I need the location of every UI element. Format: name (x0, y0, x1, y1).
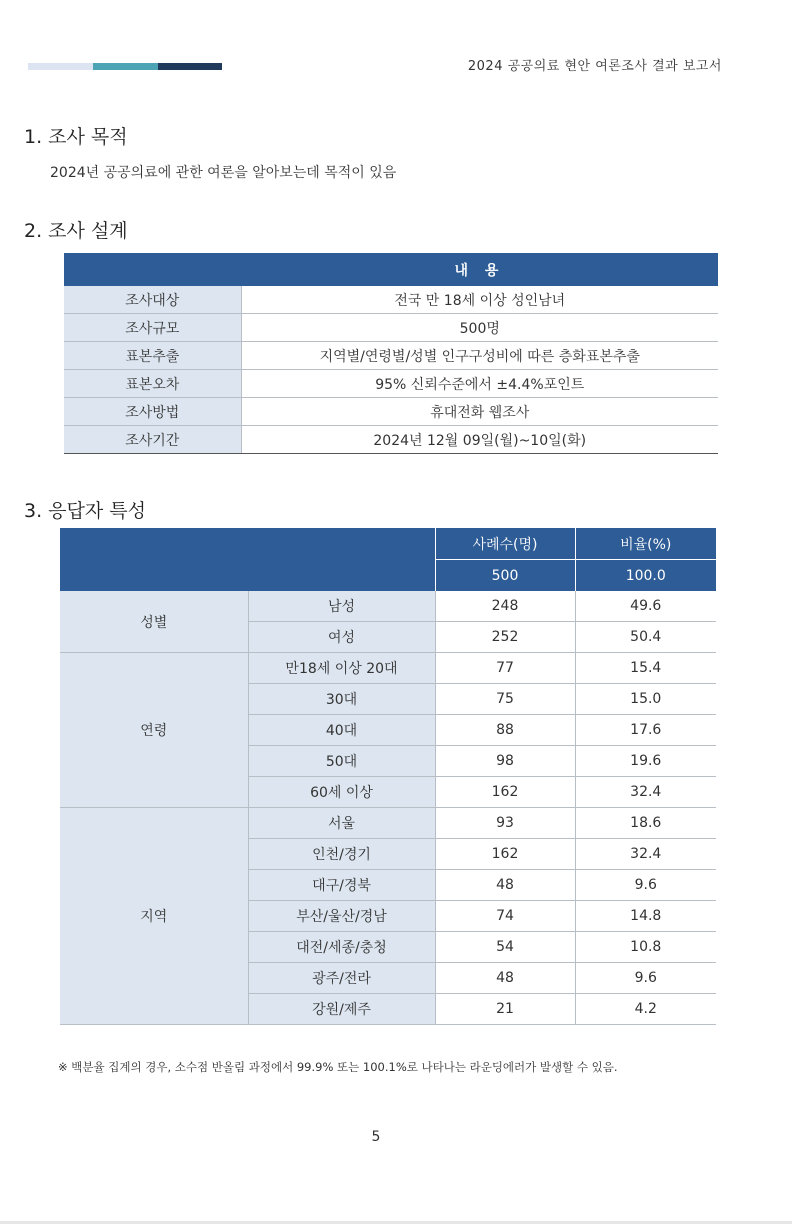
respondent-table (60, 528, 716, 1025)
row-ratio: 32.4 (575, 839, 716, 870)
header-bar-teal (93, 63, 158, 70)
design-row-sampling (64, 342, 718, 370)
row-count: 48 (435, 963, 575, 994)
page-number: 5 (371, 1129, 381, 1145)
row-ratio: 17.6 (575, 715, 716, 746)
section-1-text: 2024년 공공의료에 관한 여론을 알아보는데 목적이 있음 (50, 165, 397, 181)
design-row-label: 조사대상 (64, 286, 241, 314)
design-row-label: 표본오차 (64, 370, 241, 398)
footnote: ※ 백분율 집계의 경우, 소수점 반올림 과정에서 99.9% 또는 100.1%로 나타나는 라운딩에러가 발생할 수 있음. (58, 1060, 618, 1074)
header-bar-light (28, 63, 93, 70)
row-ratio: 18.6 (575, 808, 716, 839)
row-label: 인천/경기 (248, 839, 435, 870)
design-table-corner (64, 253, 241, 286)
table-row (60, 591, 716, 622)
row-label: 대구/경북 (248, 870, 435, 901)
design-row-value: 500명 (241, 314, 718, 342)
design-row-value: 전국 만 18세 이상 성인남녀 (241, 286, 718, 314)
row-label: 부산/울산/경남 (248, 901, 435, 932)
design-row-method (64, 398, 718, 426)
section-2-title: 2. 조사 설계 (24, 220, 128, 242)
design-table-header-row (64, 253, 718, 286)
row-label: 강원/제주 (248, 994, 435, 1025)
column-header-ratio: 비율(%) (575, 528, 716, 560)
row-ratio: 15.4 (575, 653, 716, 684)
respondent-header-row (60, 528, 716, 560)
row-count: 74 (435, 901, 575, 932)
row-ratio: 9.6 (575, 963, 716, 994)
table-row (60, 653, 716, 684)
table-row (60, 808, 716, 839)
row-count: 98 (435, 746, 575, 777)
row-ratio: 14.8 (575, 901, 716, 932)
column-header-count: 사례수(명) (435, 528, 575, 560)
row-label: 대전/세종/충청 (248, 932, 435, 963)
row-ratio: 15.0 (575, 684, 716, 715)
row-count: 77 (435, 653, 575, 684)
row-ratio: 49.6 (575, 591, 716, 622)
design-row-label: 조사기간 (64, 426, 241, 454)
section-1-title: 1. 조사 목적 (24, 126, 128, 148)
row-count: 248 (435, 591, 575, 622)
design-row-value: 지역별/연령별/성별 인구구성비에 따른 층화표본추출 (241, 342, 718, 370)
section-3-title: 3. 응답자 특성 (24, 500, 146, 522)
total-ratio: 100.0 (575, 560, 716, 592)
design-row-target (64, 286, 718, 314)
survey-design-table (64, 253, 718, 454)
design-row-label: 표본추출 (64, 342, 241, 370)
row-count: 75 (435, 684, 575, 715)
design-row-period (64, 426, 718, 454)
row-label: 30대 (248, 684, 435, 715)
row-label: 광주/전라 (248, 963, 435, 994)
design-row-value: 2024년 12월 09일(월)~10일(화) (241, 426, 718, 454)
row-label: 남성 (248, 591, 435, 622)
respondent-table-corner (60, 528, 435, 591)
row-count: 252 (435, 622, 575, 653)
row-label: 60세 이상 (248, 777, 435, 808)
design-row-value: 95% 신뢰수준에서 ±4.4%포인트 (241, 370, 718, 398)
row-ratio: 19.6 (575, 746, 716, 777)
row-ratio: 9.6 (575, 870, 716, 901)
report-title: 2024 공공의료 현안 여론조사 결과 보고서 (467, 59, 722, 74)
group-gender: 성별 (60, 591, 248, 653)
row-count: 162 (435, 777, 575, 808)
row-ratio: 4.2 (575, 994, 716, 1025)
row-label: 서울 (248, 808, 435, 839)
group-age: 연령 (60, 653, 248, 808)
row-count: 48 (435, 870, 575, 901)
row-label: 만18세 이상 20대 (248, 653, 435, 684)
row-ratio: 50.4 (575, 622, 716, 653)
row-count: 54 (435, 932, 575, 963)
row-label: 여성 (248, 622, 435, 653)
header-bar-navy (158, 63, 222, 70)
design-row-error (64, 370, 718, 398)
row-count: 21 (435, 994, 575, 1025)
row-ratio: 32.4 (575, 777, 716, 808)
design-table-column-header: 내 용 (241, 253, 718, 286)
design-row-label: 조사방법 (64, 398, 241, 426)
row-label: 50대 (248, 746, 435, 777)
row-count: 162 (435, 839, 575, 870)
row-ratio: 10.8 (575, 932, 716, 963)
group-region: 지역 (60, 808, 248, 1025)
design-row-size (64, 314, 718, 342)
row-label: 40대 (248, 715, 435, 746)
row-count: 93 (435, 808, 575, 839)
row-count: 88 (435, 715, 575, 746)
total-count: 500 (435, 560, 575, 592)
design-row-value: 휴대전화 웹조사 (241, 398, 718, 426)
design-row-label: 조사규모 (64, 314, 241, 342)
